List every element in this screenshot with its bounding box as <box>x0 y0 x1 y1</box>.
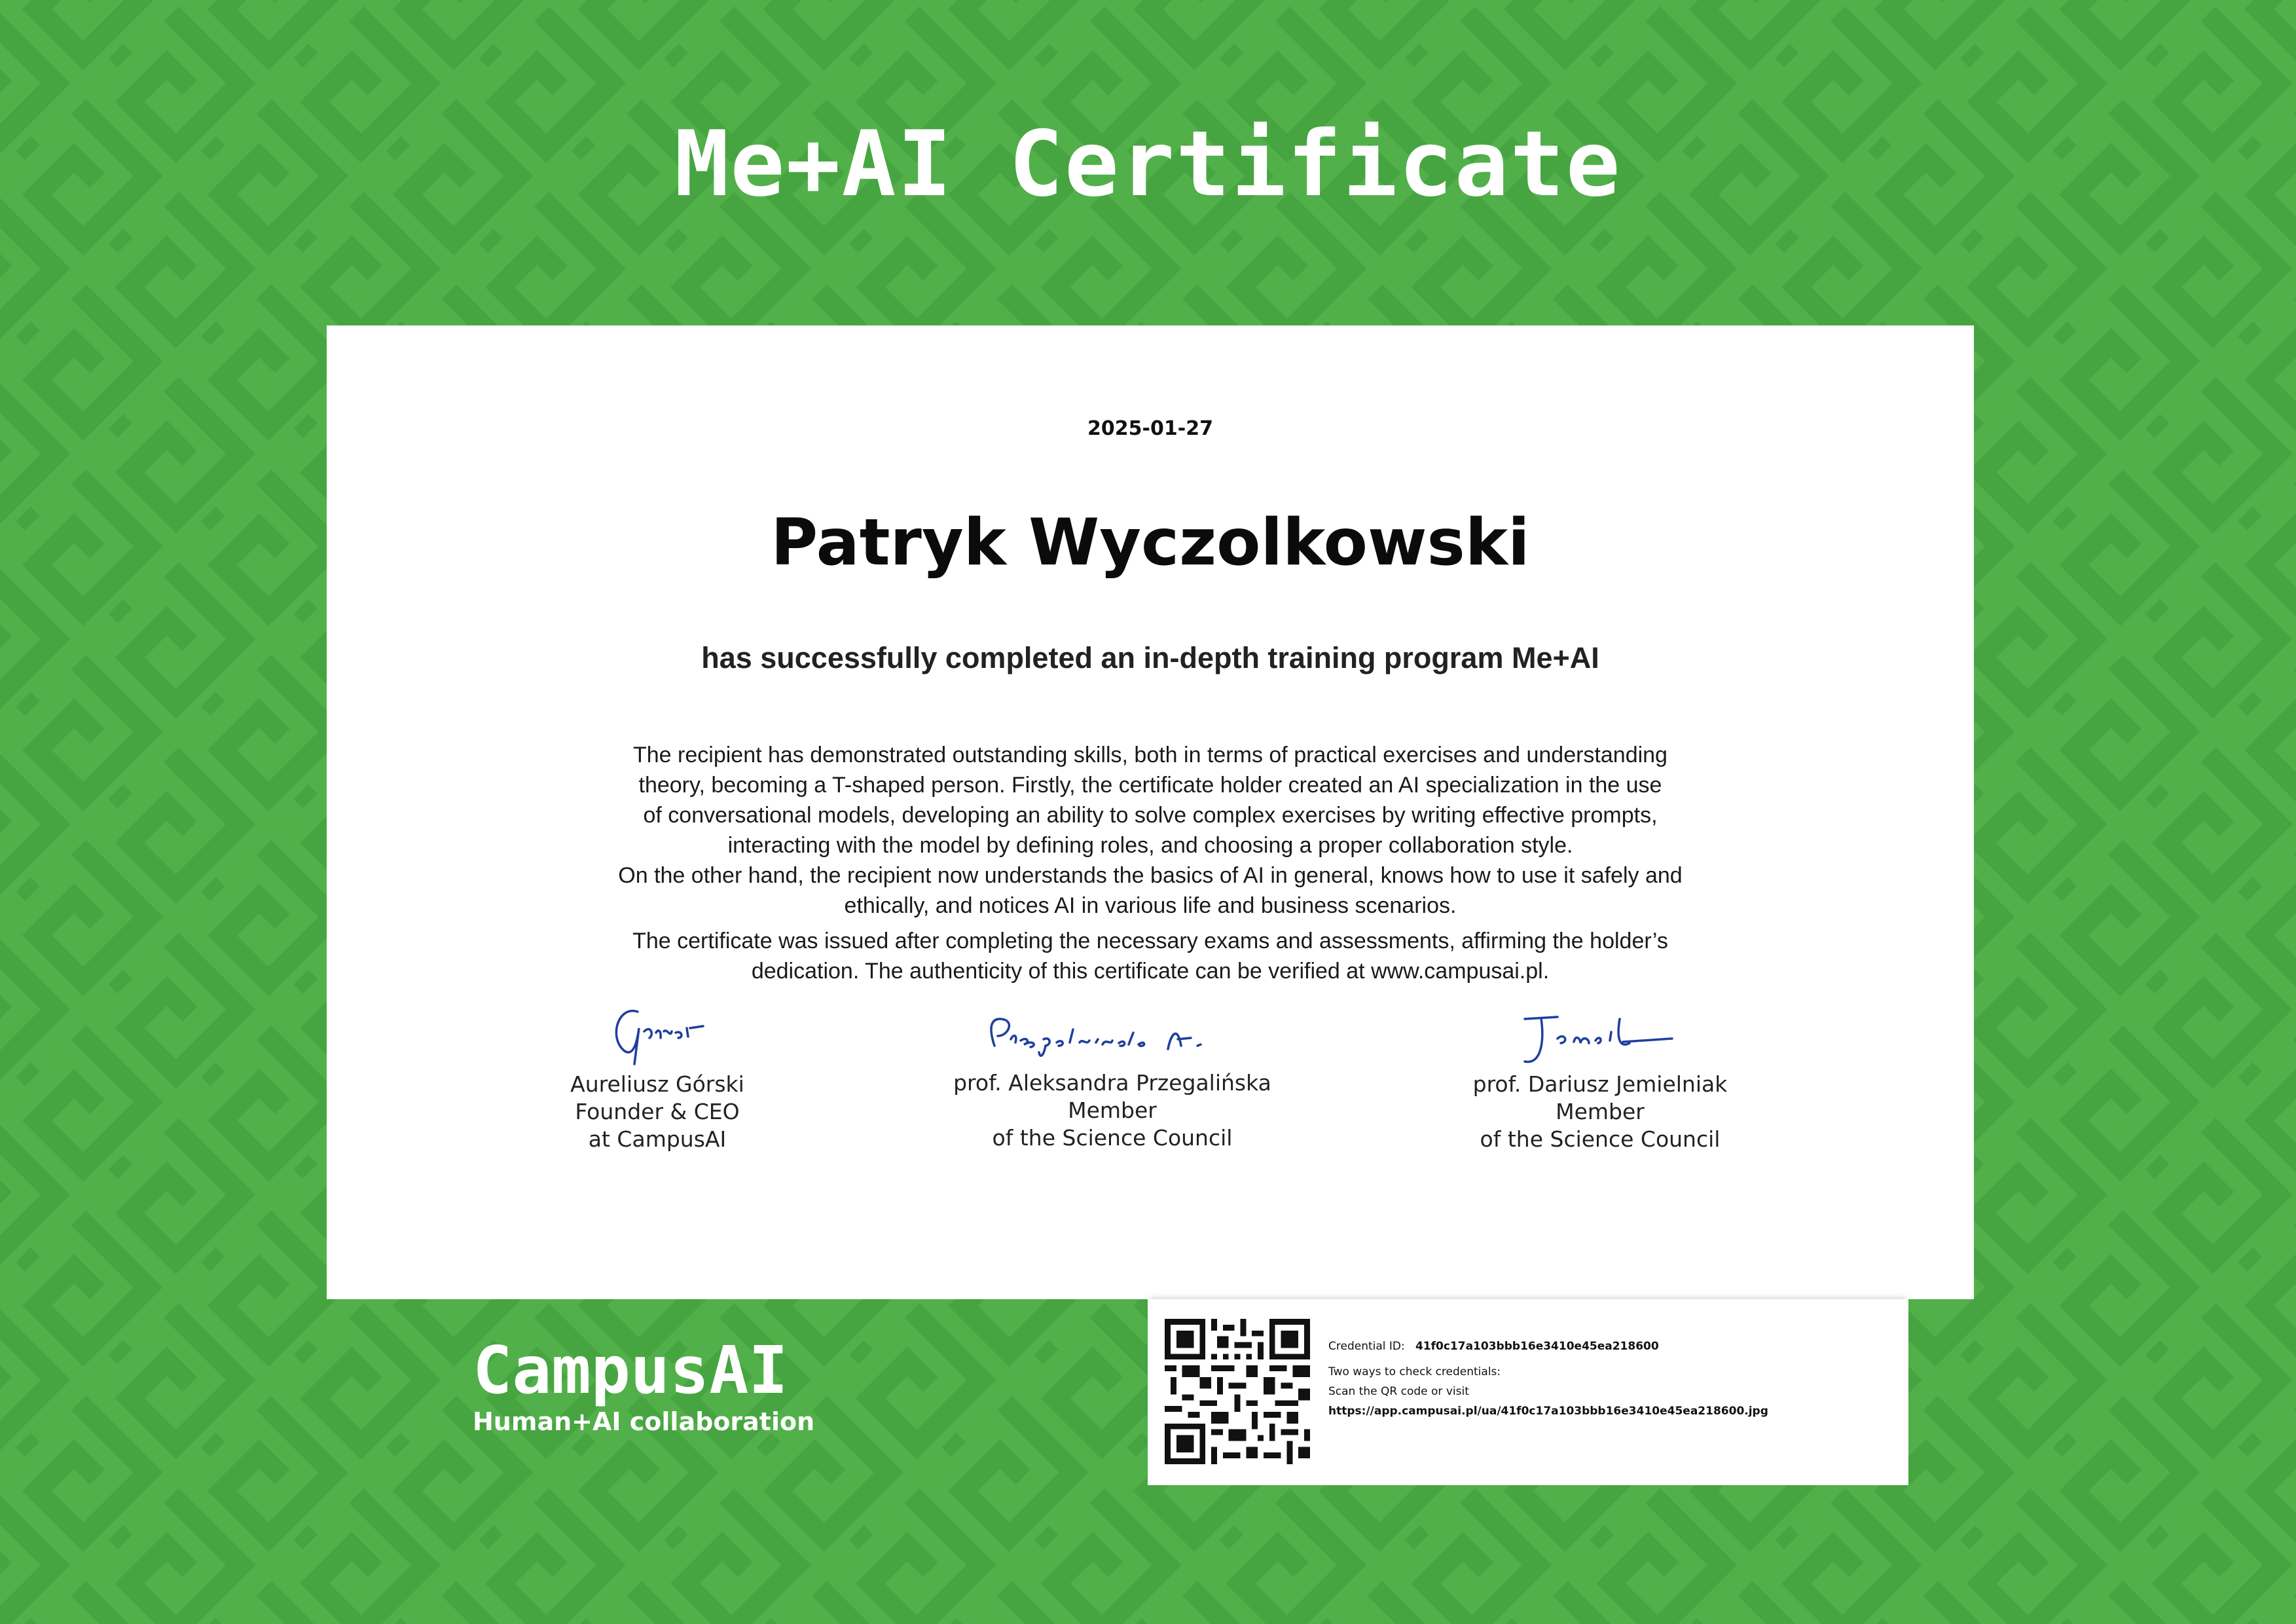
signatory-role: Member <box>1556 1099 1645 1124</box>
signature-jemielniak <box>1512 1003 1708 1075</box>
credential-id: 41f0c17a103bbb16e3410e45ea218600 <box>1415 1340 1659 1353</box>
text-line: interacting with the model by defining roles, and choosing a proper collaboration style. <box>727 833 1573 858</box>
certificate-card <box>327 325 1974 1299</box>
signatory-org: of the Science Council <box>992 1125 1233 1151</box>
signatory-name: prof. Aleksandra Przegalińska <box>953 1070 1271 1096</box>
text-line: The certificate was issued after completing the necessary exams and assessments, affirming the holder’s <box>632 929 1668 953</box>
logo-tagline: Human+AI collaboration <box>473 1407 815 1436</box>
verification-url[interactable]: https://app.campusai.pl/ua/41f0c17a103bbb16e3410e45ea218600.jpg <box>1328 1405 1768 1418</box>
verification-panel <box>1148 1299 1908 1485</box>
certificate-title: Me+AI Certificate <box>674 111 1622 217</box>
description-paragraph-2 <box>523 926 1777 986</box>
certificate-description <box>523 740 1777 986</box>
completion-statement: has successfully completed an in-depth training program Me+AI <box>701 641 1599 674</box>
qr-code-icon[interactable] <box>1165 1319 1310 1464</box>
text-line: dedication. The authenticity of this certificate can be verified at www.campusai.pl. <box>751 959 1550 984</box>
recipient-name: Patryk Wyczolkowski <box>771 506 1530 580</box>
text-line: On the other hand, the recipient now understands the basics of AI in general, knows how to use it safely and <box>618 863 1683 888</box>
credential-label: Credential ID: <box>1328 1340 1405 1353</box>
signatory-przegalinska <box>916 1069 1309 1152</box>
scan-instruction: Scan the QR code or visit <box>1328 1385 1469 1398</box>
description-paragraph-1 <box>523 740 1777 921</box>
signatory-name: Aureliusz Górski <box>570 1071 744 1097</box>
text-line: ethically, and notices AI in various life and business scenarios. <box>844 893 1457 918</box>
logo-wordmark: CampusAI <box>473 1332 788 1409</box>
campusai-logo <box>473 1332 815 1436</box>
text-line: The recipient has demonstrated outstanding skills, both in terms of practical exercises and understanding <box>633 743 1667 767</box>
credential-row <box>1328 1340 1768 1353</box>
issue-date: 2025-01-27 <box>1087 417 1213 440</box>
signature-przegalinska <box>981 1006 1243 1065</box>
text-line: theory, becoming a T-shaped person. Firstly, the certificate holder created an AI specialization in the use <box>638 773 1662 798</box>
signatory-org: at CampusAI <box>588 1126 727 1152</box>
signatory-org: of the Science Council <box>1480 1126 1721 1152</box>
signatory-role: Member <box>1068 1098 1157 1123</box>
signatory-role: Founder & CEO <box>575 1099 740 1124</box>
ways-label: Two ways to check credentials: <box>1328 1365 1501 1378</box>
signature-gorski <box>598 992 729 1071</box>
verification-text <box>1328 1340 1768 1421</box>
signatory-name: prof. Dariusz Jemielniak <box>1472 1071 1728 1097</box>
signatory-jemielniak <box>1440 1071 1760 1153</box>
signatory-gorski <box>523 1071 792 1153</box>
text-line: of conversational models, developing an ability to solve complex exercises by writing effective prompts, <box>643 803 1658 828</box>
